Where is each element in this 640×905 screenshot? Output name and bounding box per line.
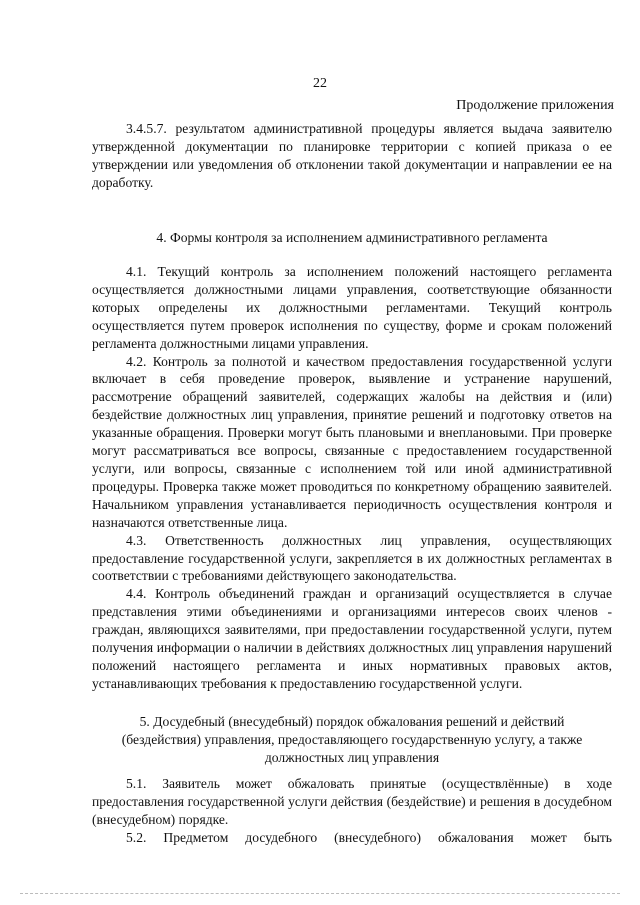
- paragraph-4-3: 4.3. Ответственность должностных лиц управления, осуществляющих предоставление государственной услуги, закрепляется в их должностных регламентах в соответствии с требованиями действующего законодательства.: [92, 532, 612, 584]
- paragraph-4-4: 4.4. Контроль объединений граждан и организаций осуществляется в случае представления этими объединениями и организациями интересов своих членов - граждан, являющихся заявителями, при предоставлении государственной услуги, путем получения информации о наличии в действиях должностных лиц управления нарушений положений настоящего регламента и иных нормативных правовых актов, устанавливающих требования к предоставлению государственной услуги.: [92, 586, 612, 691]
- paragraph-5-1: 5.1. Заявитель может обжаловать принятые (осуществлённые) в ходе предоставления государственной услуги действия (бездействие) и решения в досудебном (внесудебном) порядке.: [92, 776, 612, 827]
- scan-footer-line: [20, 893, 620, 894]
- section-4-body: [92, 263, 612, 693]
- section-4-title: 4. Формы контроля за исполнением административного регламента: [156, 230, 548, 245]
- paragraph-3-4-5-7: 3.4.5.7. результатом административной процедуры является выдача заявителю утвержденной документации по планировке территории с копией приказа о ее утверждении или уведомления об отклонении такой документации и направлении ее на доработку.: [92, 121, 612, 190]
- section-5-body: [92, 775, 612, 847]
- section-5-title-line-1: 5. Досудебный (внесудебный) порядок обжалования решений и действий: [139, 714, 565, 729]
- section-5-title-line-2: (бездействия) управления, предоставляющего государственную услугу, а также: [121, 731, 583, 747]
- paragraph-4-2: 4.2. Контроль за полнотой и качеством предоставления государственной услуги включает в себя проведение проверок, выявление и устранение нарушений, рассмотрение обращений заявителей, содержащих жалобы на действия и (или) бездействие должностных лиц управления, принятие решений и подготовку ответов на указанные обращения. Проверки могут быть плановыми и внеплановыми. При проверке могут рассматриваться все вопросы, связанные с предоставлением государственной услуги, или вопросы, связанные с исполнением той или иной административной процедуры. Проверка также может проводиться по конкретному обращению заявителей. Начальником управления устанавливается периодичность осуществления контроля и назначаются ответственные лица.: [92, 353, 612, 530]
- section-5-title-line-3: должностных лиц управления: [264, 749, 440, 765]
- appendix-continuation-note: Продолжение приложения: [456, 98, 614, 113]
- paragraph-5-2-start: 5.2. Предметом досудебного (внесудебного) обжалования может быть: [126, 829, 612, 845]
- paragraph-4-1: 4.1. Текущий контроль за исполнением положений настоящего регламента осуществляется должностными лицами управления, соответствующие обязанности которых определены их должностными регламентами. Текущий контроль осуществляется путем проверок исполнения по существу, форме и срокам положений регламента должностными лицами управления.: [92, 264, 612, 351]
- section-5-title: [92, 713, 612, 767]
- intro-block: [92, 120, 612, 192]
- page-number: 22: [313, 76, 327, 91]
